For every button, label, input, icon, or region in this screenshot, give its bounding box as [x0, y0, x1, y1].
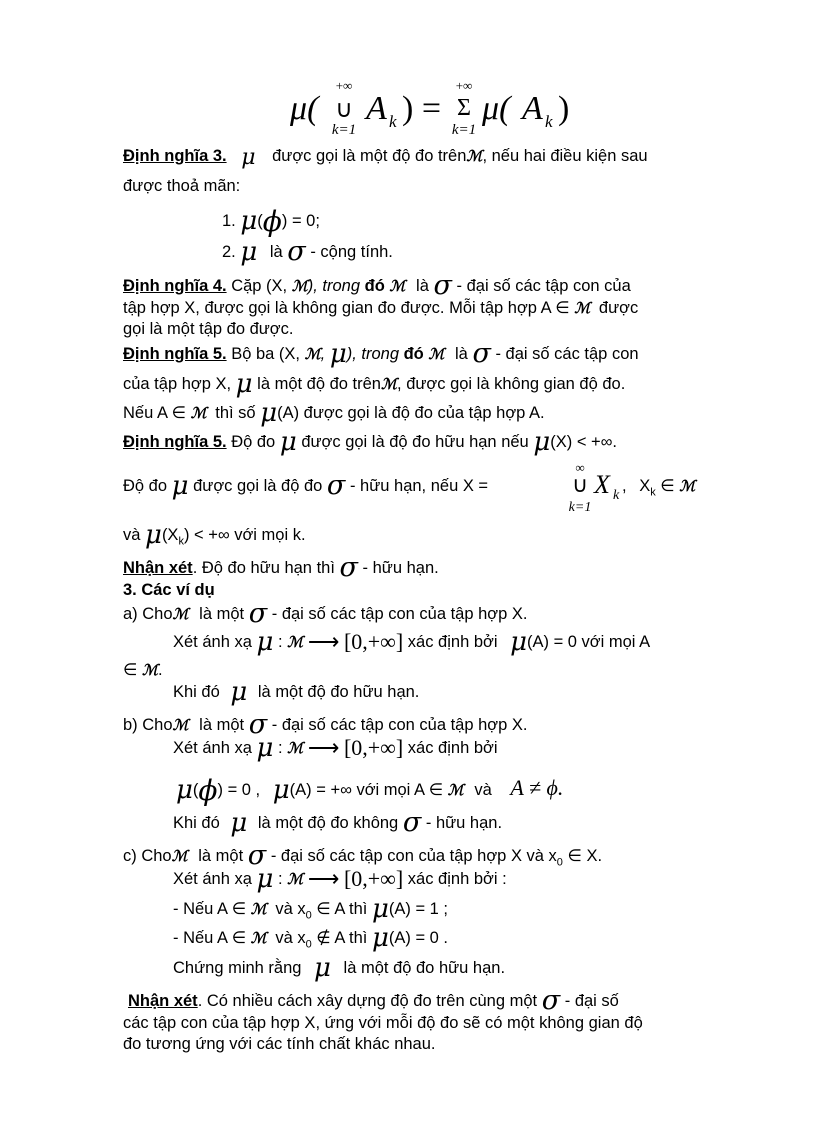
mu-symbol: μ: [371, 894, 389, 924]
def4-line2: [123, 298, 638, 319]
def4-line3: gọi là một tập đo được.: [123, 320, 294, 338]
def5b-line3: [123, 520, 306, 551]
def5a-l2c: , được gọi là không gian độ đo.: [397, 375, 626, 393]
sigma-symbol: σ: [326, 470, 346, 501]
exb-l2a: Xét ánh xạ: [173, 739, 252, 757]
union-X-sub: k: [613, 488, 620, 503]
exb-l3b: ) = 0 ,: [217, 781, 261, 799]
exc-l5b: là một độ đo hữu hạn.: [343, 959, 506, 977]
mu-symbol: μ: [240, 237, 258, 267]
c1-open: (: [257, 212, 263, 230]
exb-l1b: là một: [199, 716, 245, 734]
exa-line1: [123, 598, 528, 629]
union-lower-limit: k=1: [331, 122, 357, 138]
mu-symbol: μ: [279, 427, 297, 457]
mu-symbol: μ: [241, 145, 256, 170]
exb-l3d: và: [474, 781, 492, 799]
exc-l2a: Xét ánh xạ: [173, 870, 252, 888]
exb-l3e: A ≠ ϕ.: [510, 775, 564, 800]
exc-l3d: ∈ A thì: [316, 900, 368, 918]
mu-symbol: μ: [256, 864, 274, 894]
def5b-l2e-sub: k: [650, 486, 656, 499]
exa-l3b: .: [158, 661, 163, 679]
mu-symbol: μ: [230, 808, 248, 838]
def5b-line1: [123, 427, 618, 457]
sigma-symbol: σ: [472, 338, 491, 369]
sigma-additivity-formula: [290, 78, 580, 142]
def5b-t3: (X) < +∞.: [550, 433, 618, 451]
exc-l3b: và x: [275, 900, 306, 918]
def5b-l2c: - hữu hạn, nếu X =: [349, 477, 489, 495]
mu-symbol: μ: [533, 427, 551, 457]
exb-line4: [173, 807, 503, 838]
def5b-l3b-sub: k: [178, 535, 184, 548]
exc-l3e: (A) = 1 ;: [388, 900, 449, 918]
exc-l4a: - Nếu A ∈: [173, 929, 247, 947]
def3-line1: [123, 145, 648, 170]
def5a-l2a: của tập hợp X,: [123, 375, 232, 393]
def5a-l3b: thì số: [215, 404, 256, 422]
exa-l3: ∈: [123, 661, 138, 679]
union-X: X: [594, 470, 610, 499]
def5a-t1: Bộ ba (X,: [231, 345, 300, 363]
formula-lhs-open: μ(: [290, 90, 319, 127]
remark2-label: Nhận xét: [128, 992, 198, 1010]
exa-l1a: a) Cho: [123, 605, 173, 623]
def5b-l3c: ) < +∞ với mọi k.: [183, 526, 306, 544]
interval: [0,+∞]: [343, 629, 404, 654]
script-m-symbol: ℳ: [466, 149, 483, 165]
c2-num: 2.: [222, 243, 236, 261]
def5b-t1: Độ đo: [231, 433, 276, 451]
def5a-line1: [123, 338, 639, 369]
mu-symbol: μ: [176, 775, 193, 805]
script-m-symbol: ℳ: [172, 607, 189, 623]
exa-line2: [173, 627, 651, 657]
exa-l1c: - đại số các tập con của tập hợp X.: [271, 605, 528, 623]
mu-symbol: μ: [240, 206, 258, 236]
script-m-symbol: ℳ: [250, 931, 267, 947]
mu-symbol: μ: [230, 677, 248, 707]
exb-l3a: (: [192, 781, 199, 799]
def5b-l3b: (X: [161, 526, 179, 544]
def5a-label: Định nghĩa 5.: [123, 345, 227, 363]
sigma-symbol: σ: [287, 236, 306, 267]
sigma-symbol: σ: [402, 807, 422, 838]
exc-l2c: xác định bởi :: [407, 870, 507, 888]
def5a-t3: là: [455, 345, 468, 363]
phi-symbol: ϕ: [198, 774, 218, 807]
def5b-line2-tail: [622, 476, 695, 502]
def5b-label: Định nghĩa 5.: [123, 433, 227, 451]
c2-la: là: [269, 243, 283, 261]
sigma-symbol: σ: [339, 552, 358, 583]
mu-symbol: μ: [171, 471, 189, 501]
def5a-do: đó: [403, 345, 424, 363]
def5a-t4: - đại số các tập con: [495, 345, 639, 363]
script-m-symbol: ℳ: [287, 741, 304, 757]
def4-line1: [123, 270, 631, 301]
formula-A-sub: k: [389, 112, 397, 131]
exc-l1a: c) Cho: [123, 847, 172, 865]
formula-A: A: [366, 90, 387, 127]
exb-line2: [173, 733, 498, 763]
remark1-t1: . Độ đo hữu hạn thì: [192, 559, 335, 577]
def4-t3: là: [416, 277, 429, 295]
exa-line4: [173, 677, 420, 707]
sum-upper-limit: +∞: [455, 78, 473, 93]
script-m-symbol: ℳ: [428, 347, 445, 363]
def5b-t2: được gọi là độ đo hữu hạn nếu: [301, 433, 529, 451]
exb-l4b: là một độ đo không: [257, 814, 399, 832]
union-upper-limit: ∞: [575, 460, 585, 475]
def5b-l2d: ,: [622, 477, 627, 495]
def3-text2: , nếu hai điều kiện sau: [482, 147, 648, 165]
script-m-symbol: ℳ: [389, 279, 406, 295]
sigma-symbol: σ: [248, 598, 268, 629]
union-lower-limit: k=1: [568, 500, 592, 515]
interval: [0,+∞]: [343, 735, 404, 760]
def4-label: Định nghĩa 4.: [123, 277, 227, 295]
sum-lower-limit: k=1: [451, 122, 477, 138]
def3-text1: được gọi là một độ đo trên: [272, 147, 467, 165]
def4-t1: Cặp (X,: [231, 277, 288, 295]
exc-l3a: - Nếu A ∈: [173, 900, 247, 918]
exc-line4: [173, 923, 449, 954]
formula-close-eq: ) =: [402, 90, 441, 127]
def4-line2b: được: [598, 299, 639, 317]
def5a-l2b: là một độ đo trên: [257, 375, 381, 393]
mu-symbol: μ: [256, 733, 274, 763]
script-m-symbol: ℳ: [287, 872, 304, 888]
def3-condition-1: [222, 205, 320, 238]
script-m-symbol: ℳ: [447, 783, 464, 799]
def3-label: Định nghĩa 3.: [123, 147, 227, 165]
exc-l1c: - đại số các tập con của tập hợp X và x: [270, 847, 557, 865]
mu-symbol: μ: [371, 923, 389, 953]
def5a-t2: ), trong: [346, 345, 399, 363]
def3-line2: được thoả mãn:: [123, 177, 241, 195]
def5a-line2: [123, 369, 626, 399]
script-m-symbol: ℳ: [304, 347, 321, 363]
script-m-symbol: ℳ: [171, 849, 188, 865]
def5a-line3: [123, 398, 545, 428]
def5b-l2f: ∈: [660, 477, 675, 495]
def5b-l2e: X: [639, 477, 651, 495]
def5a-comma: ,: [320, 345, 326, 363]
def5b-line2: [123, 470, 489, 501]
remark2-line1: [128, 985, 619, 1016]
formula-rhs-close: ): [558, 90, 570, 127]
script-m-symbol: ℳ: [287, 635, 304, 651]
mu-symbol: μ: [145, 520, 162, 550]
def5b-l2b: được gọi là độ đo: [193, 477, 323, 495]
def5a-l3c: (A) được gọi là độ đo của tập hợp A.: [277, 404, 545, 422]
script-m-symbol: ℳ: [250, 902, 267, 918]
union-upper-limit: +∞: [335, 78, 353, 93]
formula-rhs-open: μ(: [482, 90, 511, 127]
exc-l3c: 0: [305, 909, 312, 922]
def4-do: đó: [364, 277, 385, 295]
mu-symbol: μ: [272, 775, 290, 805]
script-m-symbol: ℳ: [380, 377, 398, 393]
exa-l4a: Khi đó: [173, 683, 220, 701]
mu-symbol: μ: [510, 627, 527, 657]
exa-l2a: Xét ánh xạ: [173, 633, 252, 651]
exa-l2d: (A) = 0 với mọi A: [527, 633, 651, 651]
exb-l3c: (A) = +∞ với mọi A ∈: [289, 781, 444, 799]
def5b-l2a: Độ đo: [123, 477, 168, 495]
remark1-line: [123, 552, 439, 583]
remark1-label: Nhận xét: [123, 559, 193, 577]
union-symbol: ∪: [335, 97, 353, 123]
exc-l2b: :: [277, 870, 283, 888]
script-m-symbol: ℳ: [291, 279, 308, 295]
sigma-symbol: σ: [248, 709, 268, 740]
def5a-l3a: Nếu A ∈: [123, 404, 186, 422]
formula-rhs-A: A: [522, 90, 543, 127]
script-m-symbol: ℳ: [172, 718, 189, 734]
mu-symbol: μ: [314, 953, 331, 983]
exc-l4b: và x: [275, 929, 306, 947]
c1-rest: ) = 0;: [281, 212, 320, 230]
exb-l1c: - đại số các tập con của tập hợp X.: [271, 716, 528, 734]
mu-symbol: μ: [329, 339, 347, 369]
arrow-symbol: ⟶: [307, 735, 340, 760]
c2-rest: - cộng tính.: [310, 243, 393, 261]
exc-l4e: (A) = 0 .: [388, 929, 449, 947]
remark2-t1: . Có nhiều cách xây dựng độ đo trên cùng một: [197, 992, 538, 1010]
section3-title: 3. Các ví dụ: [123, 581, 215, 599]
c1-num: 1.: [222, 212, 236, 230]
exb-l1a: b) Cho: [123, 716, 173, 734]
exb-line3: [176, 774, 564, 807]
mu-symbol: μ: [256, 627, 274, 657]
union-symbol: ∪: [571, 472, 589, 497]
formula-rhs-A-sub: k: [545, 112, 553, 131]
exa-l2b: :: [277, 633, 283, 651]
script-m-symbol: ℳ: [679, 479, 696, 495]
remark2-line2: các tập con của tập hợp X, ứng với mỗi độ đo sẽ có một không gian độ: [123, 1014, 643, 1032]
arrow-symbol: ⟶: [307, 629, 340, 654]
exb-l2b: :: [277, 739, 283, 757]
exb-l2c: xác định bởi: [407, 739, 498, 757]
sigma-symbol: σ: [433, 270, 452, 301]
exc-l1b: là một: [198, 847, 244, 865]
exa-l1b: là một: [199, 605, 245, 623]
script-m-symbol: ℳ: [141, 663, 159, 679]
def4-line2-text: tập hợp X, được gọi là không gian đo được. Mỗi tập hợp A ∈: [123, 299, 570, 317]
sigma-symbol: σ: [247, 840, 267, 871]
exb-l4c: - hữu hạn.: [425, 814, 503, 832]
exc-line3: [173, 894, 449, 925]
script-m-symbol: ℳ: [574, 301, 591, 317]
remark2-t2: - đại số: [564, 992, 619, 1010]
sum-symbol: Σ: [457, 95, 471, 121]
exc-l4c: 0: [305, 938, 312, 951]
exc-l1e: ∈ X.: [567, 847, 603, 865]
def3-condition-2: [222, 236, 393, 267]
def4-t4: - đại số các tập con của: [456, 277, 631, 295]
exc-line5: [173, 953, 506, 983]
exa-l4b: là một độ đo hữu hạn.: [257, 683, 420, 701]
exb-line1: [123, 709, 528, 740]
mu-symbol: μ: [260, 398, 278, 428]
sigma-symbol: σ: [541, 985, 561, 1016]
exc-l1d: 0: [556, 856, 563, 869]
exc-l4d: ∉ A thì: [316, 929, 368, 947]
script-m-symbol: ℳ: [190, 406, 207, 422]
exb-l4a: Khi đó: [173, 814, 220, 832]
remark1-t2: - hữu hạn.: [362, 559, 439, 577]
interval: [0,+∞]: [343, 866, 404, 891]
phi-symbol: ϕ: [262, 205, 282, 238]
def5b-l3a: và: [123, 526, 141, 544]
mu-symbol: μ: [235, 369, 253, 399]
exa-l2c: xác định bởi: [407, 633, 498, 651]
exc-line2: [173, 864, 507, 894]
arrow-symbol: ⟶: [307, 866, 340, 891]
def4-t2: ), trong: [307, 277, 361, 295]
exa-line3: [123, 660, 163, 681]
remark2-line3: đo tương ứng với các tính chất khác nhau.: [123, 1035, 436, 1053]
exc-l5a: Chứng minh rằng: [173, 959, 302, 977]
